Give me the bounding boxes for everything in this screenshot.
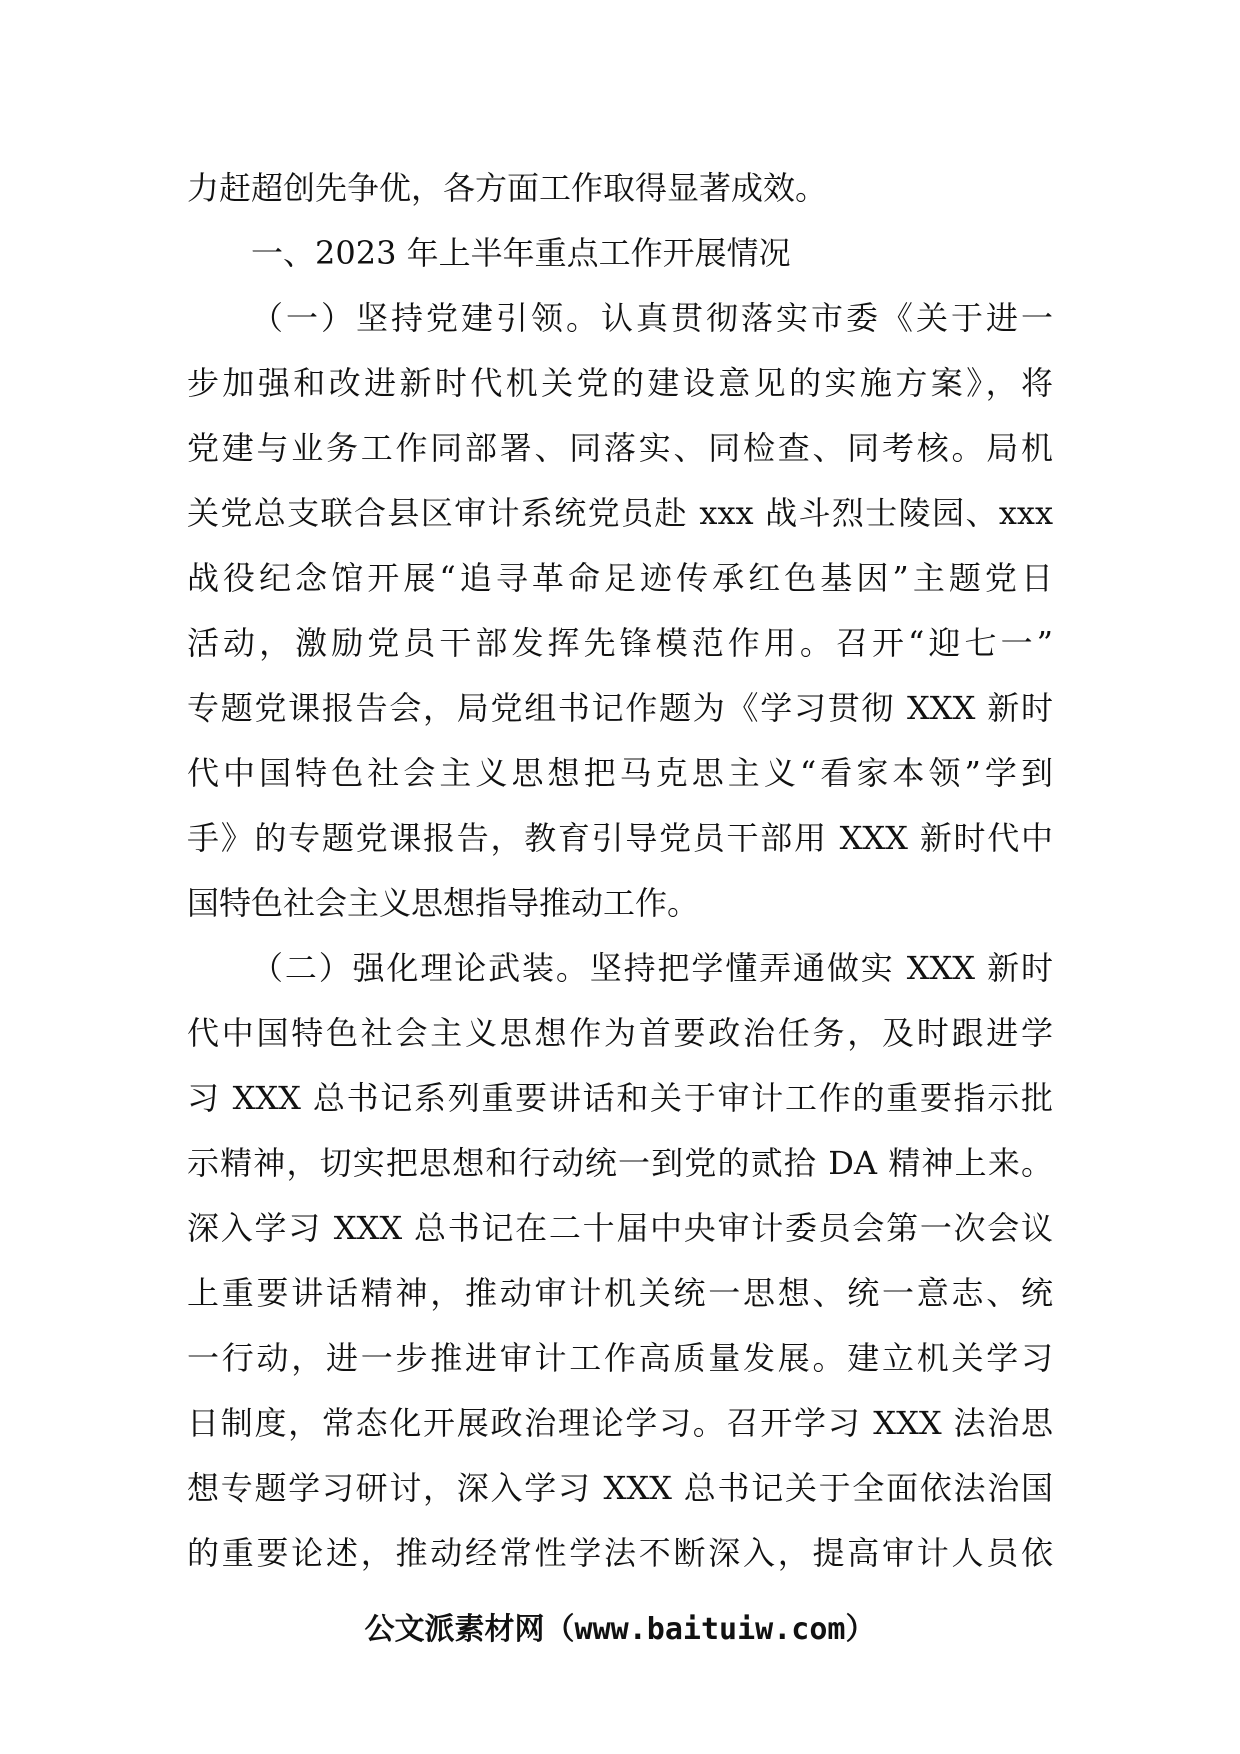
text-line: （二）强化理论武装。坚持把学懂弄通做实 XXX 新时: [251, 949, 1053, 987]
text-line: 战役纪念馆开展“追寻革命足迹传承红色基因”主题党日: [187, 559, 1053, 597]
text-line: 深入学习 XXX 总书记在二十届中央审计委员会第一次会议: [187, 1209, 1053, 1247]
text-line: 一行动，进一步推进审计工作高质量发展。建立机关学习: [187, 1339, 1053, 1377]
text-line: 国特色社会主义思想指导推动工作。: [187, 884, 700, 922]
text-line: 代中国特色社会主义思想把马克思主义“看家本领”学到: [187, 754, 1053, 792]
text-line: 步加强和改进新时代机关党的建设意见的实施方案》，将: [187, 364, 1053, 402]
text-line: 上重要讲话精神，推动审计机关统一思想、统一意志、统: [187, 1274, 1053, 1312]
text-line: 习 XXX 总书记系列重要讲话和关于审计工作的重要指示批: [187, 1079, 1053, 1117]
document-body: [187, 156, 1053, 1586]
text-line: 代中国特色社会主义思想作为首要政治任务，及时跟进学: [187, 1014, 1053, 1052]
text-line: （一）坚持党建引领。认真贯彻落实市委《关于进一: [251, 299, 1053, 337]
text-line: 关党总支联合县区审计系统党员赴 xxx 战斗烈士陵园、xxx: [187, 494, 1053, 532]
text-line: 想专题学习研讨，深入学习 XXX 总书记关于全面依法治国: [187, 1469, 1053, 1507]
text-line: 日制度，常态化开展政治理论学习。召开学习 XXX 法治思: [187, 1404, 1053, 1442]
text-line: 活动，激励党员干部发挥先锋模范作用。召开“迎七一”: [187, 624, 1053, 662]
text-line: 党建与业务工作同部署、同落实、同检查、同考核。局机: [187, 429, 1053, 467]
text-line: 一、2023 年上半年重点工作开展情况: [251, 234, 791, 272]
text-line: 的重要论述，推动经常性学法不断深入，提高审计人员依: [187, 1534, 1053, 1572]
text-line: 示精神，切实把思想和行动统一到党的贰拾 DA 精神上来。: [187, 1144, 1053, 1182]
text-line: 手》的专题党课报告，教育引导党员干部用 XXX 新时代中: [187, 819, 1053, 857]
footer-watermark: 公文派素材网（www.baituiw.com）: [364, 1612, 876, 1647]
text-line: 专题党课报告会，局党组书记作题为《学习贯彻 XXX 新时: [187, 689, 1053, 727]
text-line: 力赶超创先争优，各方面工作取得显著成效。: [187, 169, 828, 207]
